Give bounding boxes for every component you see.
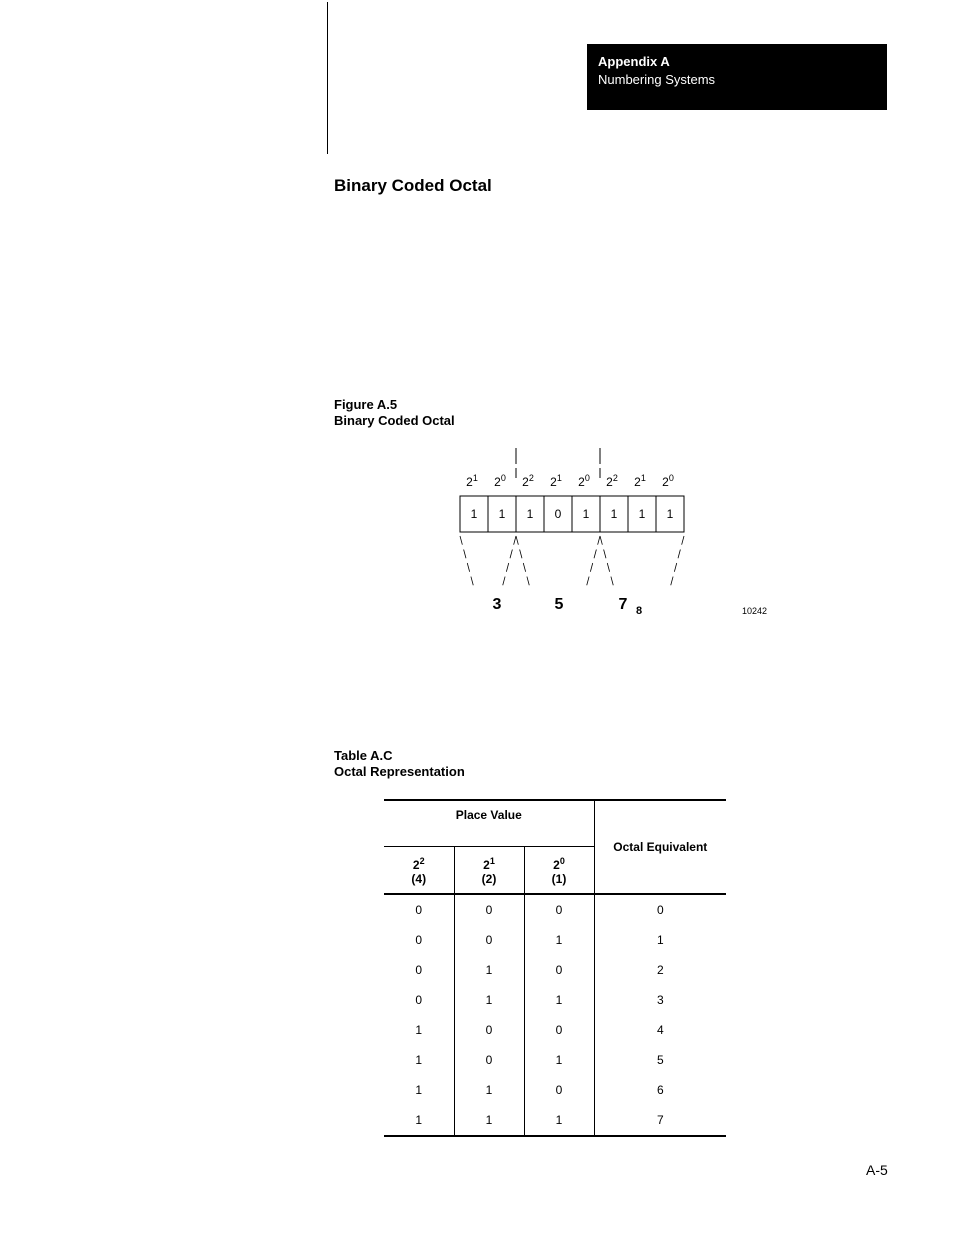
group-line	[460, 536, 474, 588]
figure-number: 10242	[742, 606, 768, 616]
place-label: $2^2$	[606, 473, 618, 489]
group-line	[586, 536, 600, 588]
place-label: $2^1$	[550, 473, 562, 489]
octal-digit: 7	[618, 596, 628, 613]
table-row: 1 1 0 6	[384, 1075, 726, 1105]
table-row: 0 0 0 0	[384, 894, 726, 925]
bit-value: 1	[498, 507, 506, 521]
table-row: 1 1 1 7	[384, 1105, 726, 1136]
figure-caption-label: Figure A.5	[334, 397, 398, 412]
table-caption	[334, 748, 465, 780]
place-label: $2^0$	[578, 473, 590, 489]
page-number: A-5	[866, 1162, 888, 1178]
bit-value: 1	[610, 507, 618, 521]
table-row: 0 0 1 1	[384, 925, 726, 955]
place-label: $2^2$	[522, 473, 534, 489]
place-label: $2^1$	[634, 473, 646, 489]
octal-representation-table	[384, 799, 726, 1137]
place-label: $2^0$	[662, 473, 674, 489]
group-line	[670, 536, 684, 588]
table-row: 1 0 0 4	[384, 1015, 726, 1045]
bit-value: 1	[666, 507, 674, 521]
margin-rule	[327, 2, 328, 154]
bco-figure	[440, 440, 780, 630]
bit-value: 1	[470, 507, 478, 521]
octal-equivalent-header: Octal Equivalent	[594, 800, 726, 894]
bit-value: 1	[526, 507, 534, 521]
table-caption-title: Octal Representation	[334, 764, 465, 779]
place-label: $2^1$	[466, 473, 478, 489]
place-label: $2^0$	[494, 473, 506, 489]
chapter-header	[587, 44, 887, 110]
place-header-2-0: $2^0$ (1)	[524, 846, 594, 894]
table-caption-label: Table A.C	[334, 748, 393, 763]
place-value-header: Place Value	[384, 800, 594, 846]
place-header-2-2: $2^2$ (4)	[384, 846, 454, 894]
table-body	[384, 894, 726, 1136]
appendix-label: Appendix A	[598, 54, 670, 69]
bit-cells	[460, 496, 684, 532]
place-labels	[466, 473, 674, 489]
grouping-lines	[460, 536, 684, 588]
section-title: Binary Coded Octal	[334, 176, 492, 195]
octal-digits	[493, 596, 643, 617]
figure-caption-title: Binary Coded Octal	[334, 413, 455, 428]
radix-subscript: 8	[636, 605, 643, 617]
figure-caption	[334, 397, 455, 429]
table-row: 0 1 1 3	[384, 985, 726, 1015]
octal-digit: 5	[554, 596, 564, 613]
place-header-2-1: $2^1$ (2)	[454, 846, 524, 894]
appendix-subtitle: Numbering Systems	[598, 72, 716, 87]
table-row: 1 0 1 5	[384, 1045, 726, 1075]
bit-value: 1	[638, 507, 646, 521]
table-row: 0 1 0 2	[384, 955, 726, 985]
bit-value: 1	[582, 507, 590, 521]
group-line	[600, 536, 614, 588]
group-line	[502, 536, 516, 588]
bit-value: 0	[554, 507, 562, 521]
octal-digit: 3	[492, 596, 502, 613]
group-line	[516, 536, 530, 588]
